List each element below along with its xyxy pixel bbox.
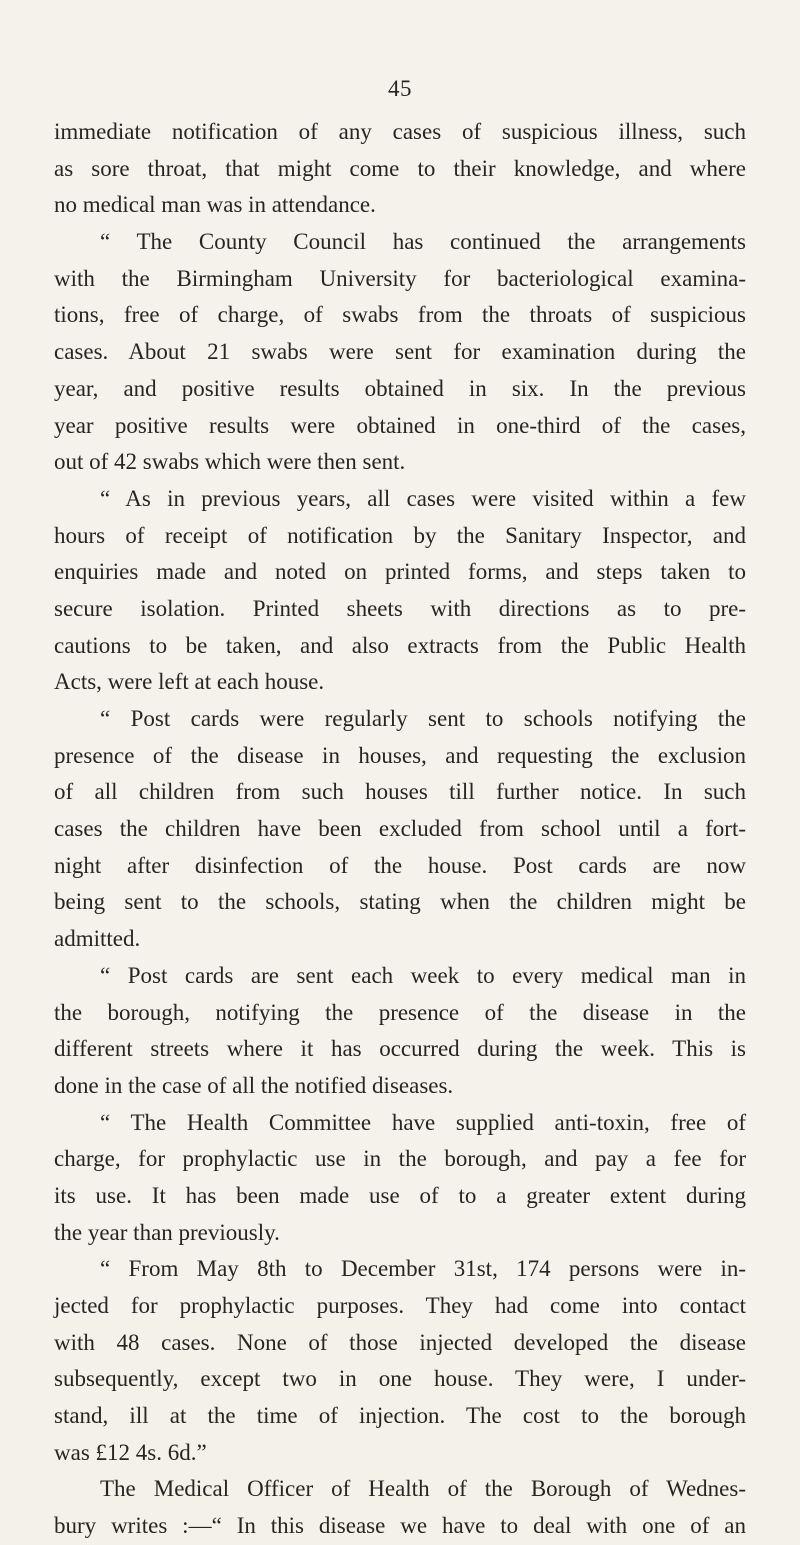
text-line: “ The Health Committee have supplied anti-toxin, free of xyxy=(100,1109,746,1135)
text-line: its use. It has been made use of to a greater extent during xyxy=(54,1182,746,1208)
text-line: the year than previously. xyxy=(54,1219,280,1245)
text-line: “ As in previous years, all cases were visited within a few xyxy=(100,485,746,511)
text-line: year positive results were obtained in one-third of the cases, xyxy=(54,412,746,438)
text-line: presence of the disease in houses, and requesting the exclusion xyxy=(54,742,746,768)
text-line: cases the children have been excluded from school until a fort- xyxy=(54,816,746,842)
text-line: Acts, were left at each house. xyxy=(54,669,325,695)
text-line: immediate notification of any cases of suspicious illness, such xyxy=(54,119,746,144)
text-line: cases. About 21 swabs were sent for examination during the xyxy=(54,339,746,365)
text-line: tions, free of charge, of swabs from the throats of suspicious xyxy=(54,302,746,328)
text-line: “ From May 8th to December 31st, 174 persons were in- xyxy=(100,1256,746,1282)
text-line: bury writes :—“ In this disease we have to deal with one of an xyxy=(54,1513,746,1539)
text-line: “ Post cards were regularly sent to schools notifying the xyxy=(100,706,746,731)
text-line: enquiries made and noted on printed forms, and steps taken to xyxy=(54,559,746,585)
text-line: The Medical Officer of Health of the Borough of Wednes- xyxy=(100,1476,746,1502)
text-line: was £12 4s. 6d.” xyxy=(54,1439,207,1465)
text-line: hours of receipt of notification by the Sanitary Inspector, and xyxy=(54,522,746,548)
text-line: out of 42 swabs which were then sent. xyxy=(54,449,406,475)
text-line: of all children from such houses till further notice. In such xyxy=(54,779,746,805)
text-line: year, and positive results obtained in six. In the previous xyxy=(54,375,746,401)
text-line: “ The County Council has continued the arrangements xyxy=(100,229,746,255)
text-line: being sent to the schools, stating when the children might be xyxy=(54,889,746,915)
text-line: jected for prophylactic purposes. They had come into contact xyxy=(54,1293,746,1318)
text-line: charge, for prophylactic use in the borough, and pay a fee for xyxy=(54,1146,746,1172)
text-line: no medical man was in attendance. xyxy=(54,192,376,218)
text-line: the borough, notifying the presence of the disease in the xyxy=(54,999,746,1025)
text-line: cautions to be taken, and also extracts from the Public Health xyxy=(54,632,746,658)
text-line: with the Birmingham University for bacteriological examina- xyxy=(54,265,746,291)
text-line: done in the case of all the notified diseases. xyxy=(54,1072,454,1098)
body-text xyxy=(54,114,746,1545)
text-line: stand, ill at the time of injection. The cost to the borough xyxy=(54,1403,746,1429)
text-line: subsequently, except two in one house. They were, I under- xyxy=(54,1366,746,1392)
text-line: different streets where it has occurred during the week. This is xyxy=(54,1036,746,1062)
text-line: night after disinfection of the house. Post cards are now xyxy=(54,852,746,878)
text-line: as sore throat, that might come to their knowledge, and where xyxy=(54,155,746,181)
text-line: “ Post cards are sent each week to every medical man in xyxy=(100,962,746,988)
text-line: with 48 cases. None of those injected developed the disease xyxy=(54,1329,746,1355)
text-line: secure isolation. Printed sheets with directions as to pre- xyxy=(54,595,746,621)
text-line: admitted. xyxy=(54,926,141,952)
page-number: 45 xyxy=(388,76,412,101)
